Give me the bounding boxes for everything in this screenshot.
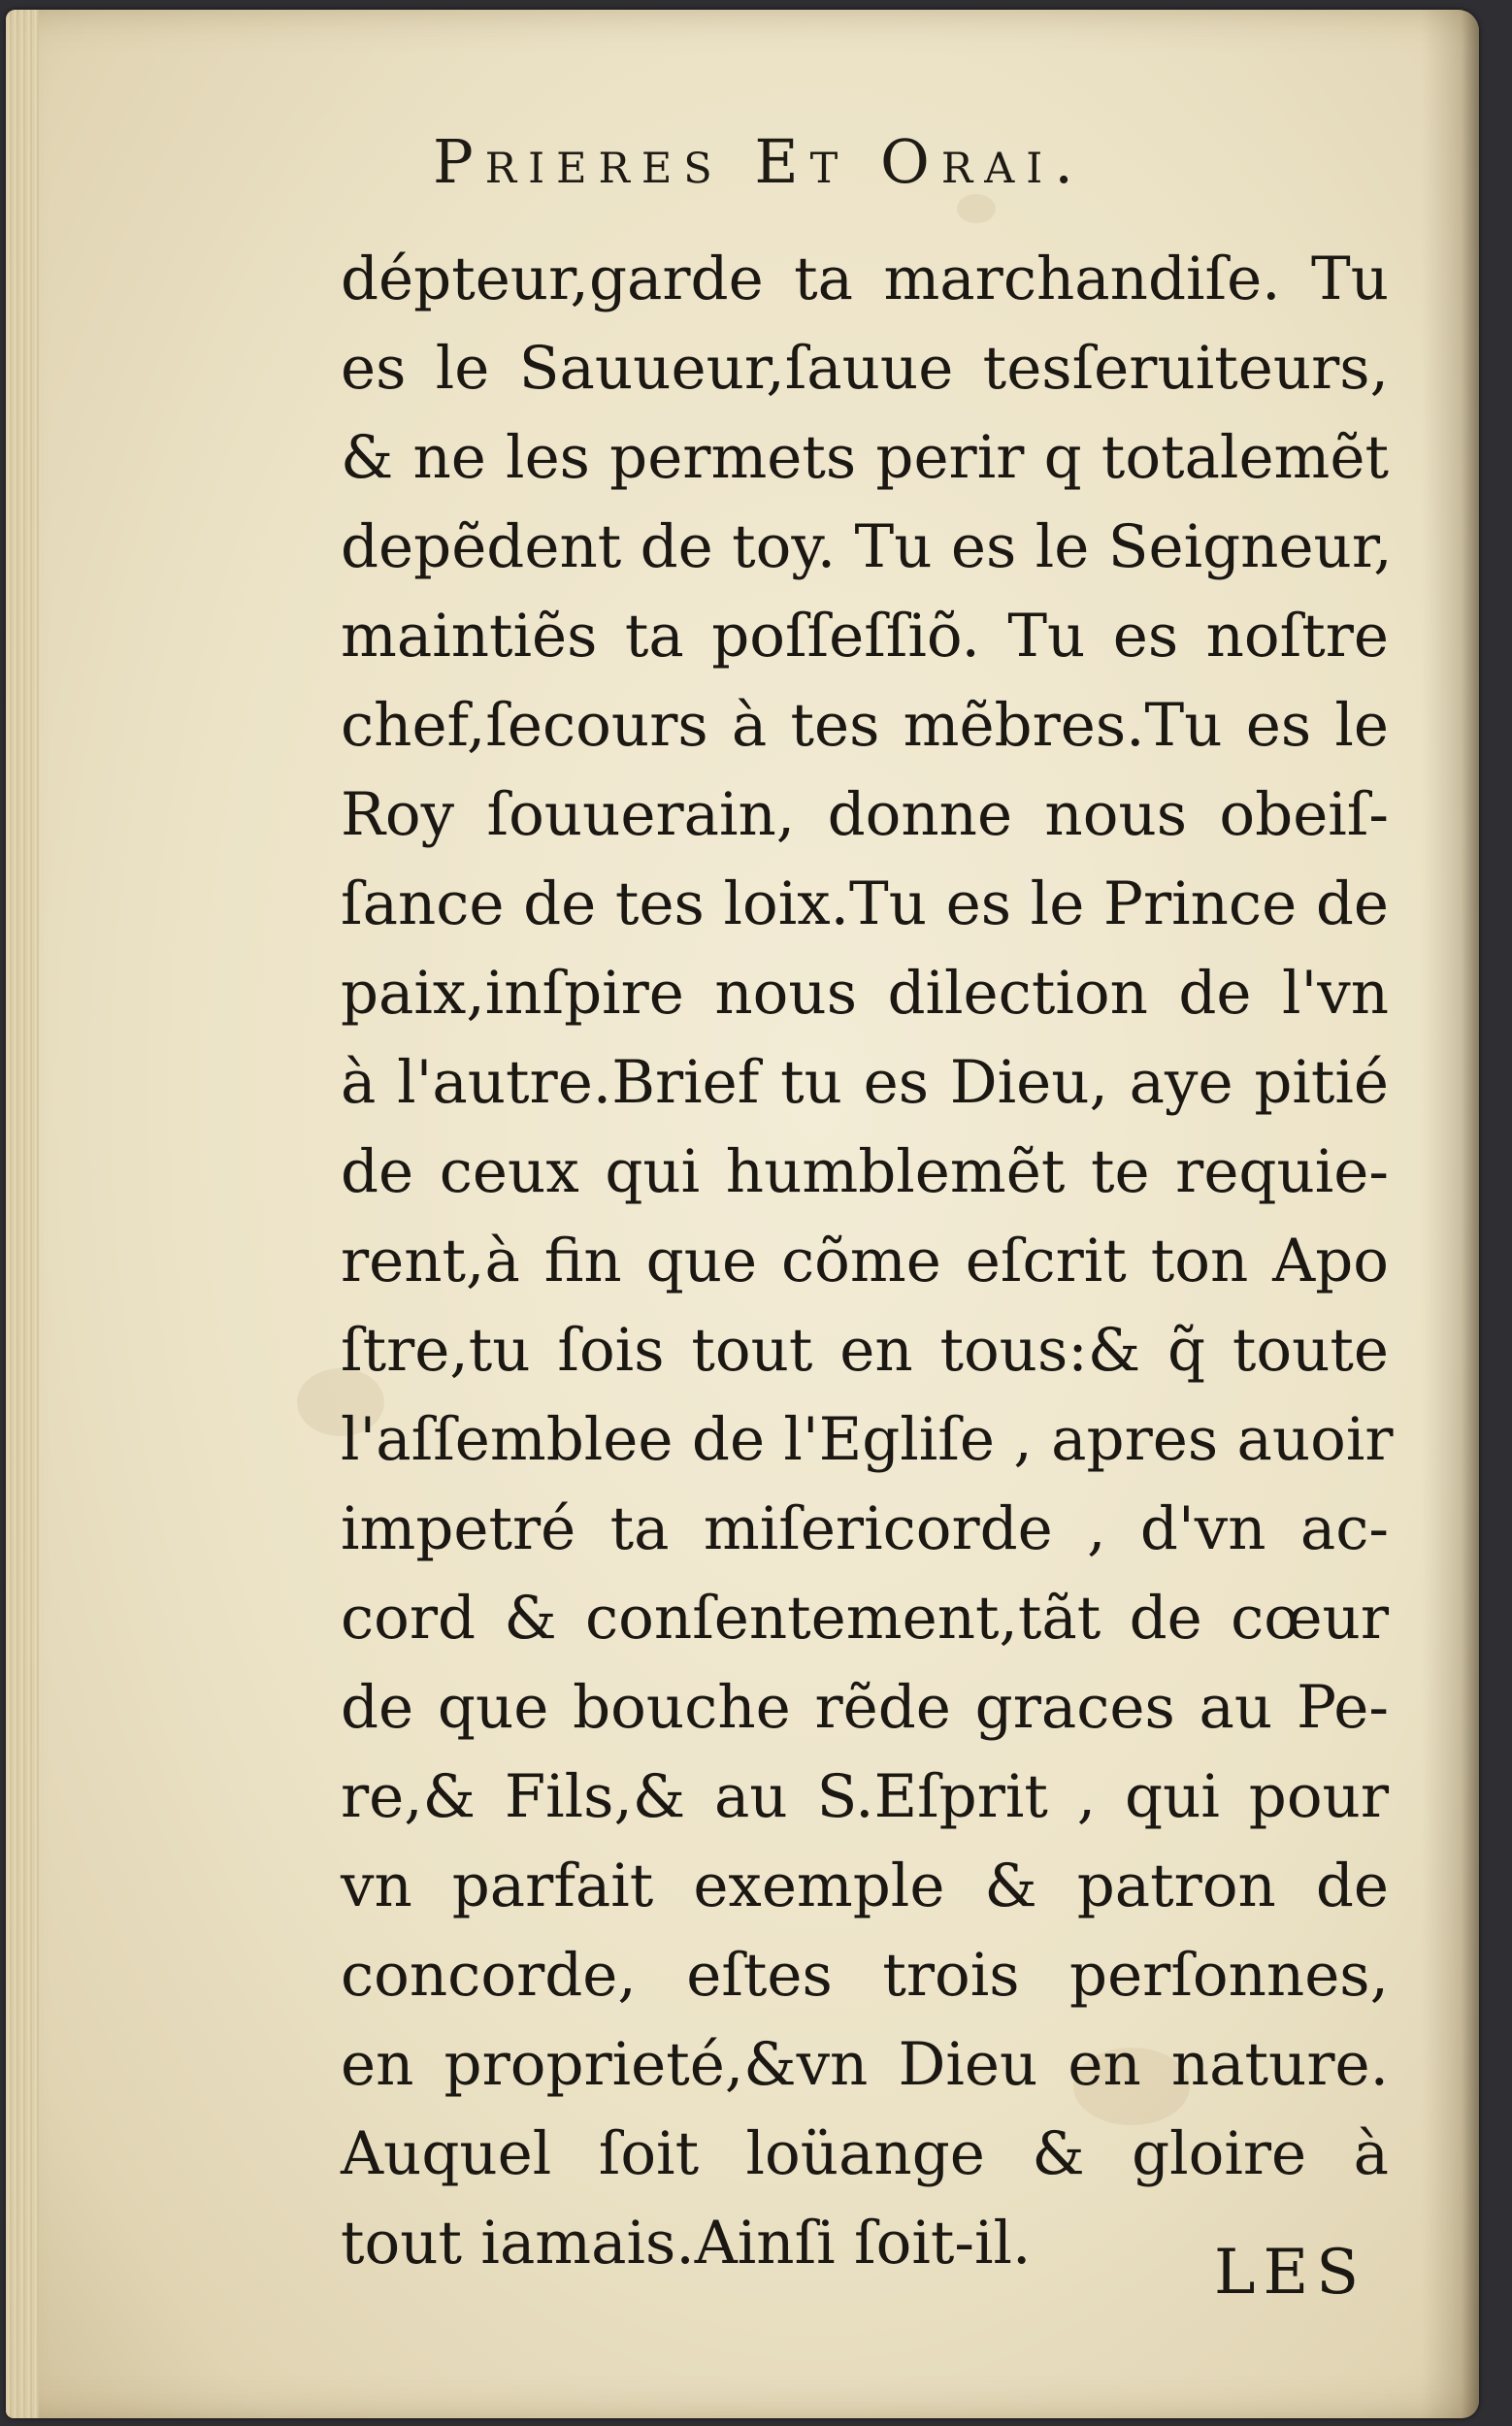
- text-line: Auquel ſoit loüange & gloire à: [341, 2119, 1389, 2188]
- text-line: re,& Fils,& au S.Eſprit , qui pour: [341, 1762, 1389, 1831]
- body-text: [341, 235, 1394, 2288]
- text-line: en proprieté,&vn Dieu en nature.: [341, 2030, 1389, 2099]
- text-line: de ceux qui humblemẽt te requie-: [341, 1137, 1389, 1206]
- text-line: & ne les permets perir q totalemẽt: [341, 423, 1389, 492]
- text-line: concorde, eſtes trois perſonnes,: [341, 1941, 1389, 2010]
- text-line: l'aſſemblee de l'Egliſe , apres auoir: [341, 1405, 1394, 1474]
- text-line: es le Sauueur,ſauue tesſeruiteurs,: [341, 334, 1389, 403]
- text-line: paix,inſpire nous dilection de l'vn: [341, 959, 1389, 1028]
- text-line: tout iamais.Ainſi ſoit-il.: [341, 2209, 1032, 2278]
- text-line: à l'autre.Brief tu es Dieu, aye pitié: [341, 1048, 1389, 1117]
- text-line: impetré ta miſericorde , d'vn ac-: [341, 1494, 1389, 1563]
- text-line: ſtre,tu ſois tout en tous:& q̃ toute: [341, 1316, 1389, 1385]
- text-line: depẽdent de toy. Tu es le Seigneur,: [341, 512, 1393, 581]
- page-edges: [6, 10, 39, 2418]
- text-line: vn parfait exemple & patron de: [341, 1852, 1389, 1920]
- text-line: dépteur,garde ta marchandiſe. Tu: [341, 245, 1389, 313]
- text-line: rent,à fin que cõme eſcrit ton Apo: [341, 1227, 1389, 1295]
- running-head: Prieres Et Orai.: [433, 126, 1085, 197]
- text-line: de que bouche rẽde graces au Pe-: [341, 1673, 1389, 1742]
- page-paper: [6, 10, 1479, 2418]
- gutter-shadow: [1421, 10, 1479, 2418]
- paper-stain: [957, 194, 996, 223]
- text-line: maintiẽs ta poſſeſſiõ. Tu es noſtre: [341, 602, 1389, 671]
- text-line: cord & conſentement,tãt de cœur: [341, 1584, 1389, 1653]
- text-line: ſance de tes loix.Tu es le Prince de: [341, 869, 1389, 938]
- text-line: chef,ſecours à tes mẽbres.Tu es le: [341, 691, 1389, 760]
- text-line: Roy ſouuerain, donne nous obeiſ-: [341, 780, 1389, 849]
- catchword: LES: [1214, 2237, 1367, 2309]
